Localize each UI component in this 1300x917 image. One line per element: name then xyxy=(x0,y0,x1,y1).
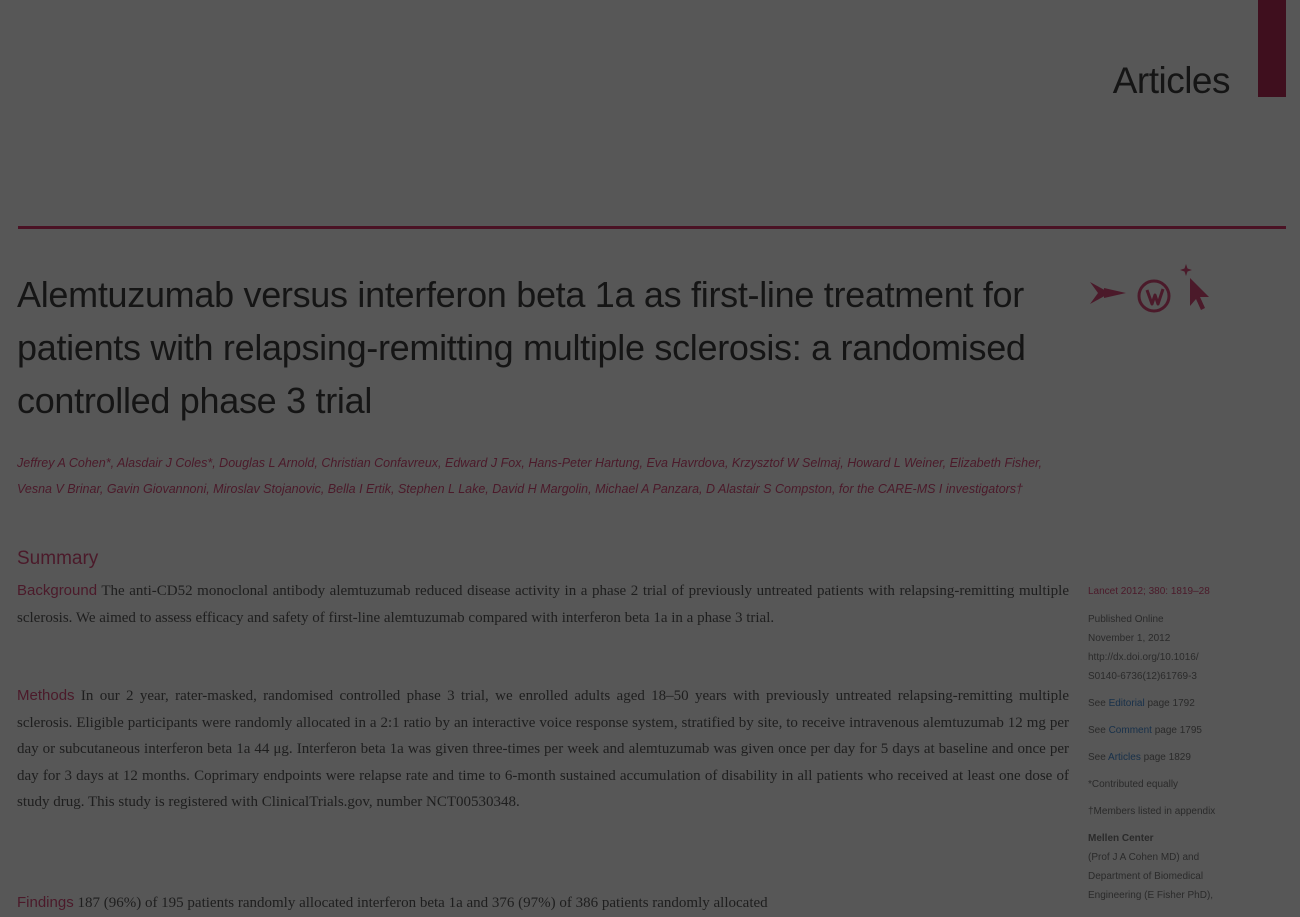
doi-link[interactable] xyxy=(1088,648,1278,667)
published-date: November 1, 2012 xyxy=(1088,633,1171,644)
affiliation-line-2: (Prof J A Cohen MD) and xyxy=(1088,852,1200,863)
abstract-findings xyxy=(17,890,1069,917)
see-articles xyxy=(1088,748,1278,767)
contributed-note: *Contributed equally xyxy=(1088,779,1179,790)
see-articles-suffix: page 1829 xyxy=(1140,752,1191,763)
affiliation-line-1: Mellen Center xyxy=(1088,833,1154,844)
doi-line-1: http://dx.doi.org/10.1016/ xyxy=(1088,652,1199,663)
findings-text: 187 (96%) of 195 patients randomly allocated interferon beta 1a and 376 (97%) of 386 patients randomly allocated xyxy=(77,895,768,911)
published-label: Published Online xyxy=(1088,614,1164,625)
section-corner-tab xyxy=(1258,0,1286,97)
affiliation-line-4: Engineering (E Fisher PhD), xyxy=(1088,890,1214,901)
see-comment xyxy=(1088,721,1278,740)
author-list: Jeffrey A Cohen*, Alasdair J Coles*, Douglas L Arnold, Christian Confavreux, Edward J Fox, Hans-Peter Hartung, Eva Havrdova, Krzysztof W Selmaj, Howard L Weiner, Elizabeth Fisher, Vesna V Brinar, Gavin Giovannoni, Miroslav Stojanovic, Bella I Ertik, Stephen L Lake, David H Margolin, Michael A Panzara, D Alastair S Compston, for the CARE-MS I investigators† xyxy=(17,456,1042,496)
findings-label: Findings xyxy=(17,894,74,911)
summary-heading: Summary xyxy=(17,548,99,569)
abstract-background xyxy=(17,578,1069,631)
doi-link-continued[interactable] xyxy=(1088,667,1278,686)
abstract-methods xyxy=(17,683,1069,816)
background-text: The anti-CD52 monoclonal antibody alemtuzumab reduced disease activity in a phase 2 trial of previously untreated patients with relapsing-remitting multiple sclerosis. We aimed to assess efficacy and safety of first-line alemtuzumab compared with interferon beta 1a in a phase 3 trial. xyxy=(17,583,1069,626)
section-label: Articles xyxy=(1112,60,1230,101)
journal-citation: Lancet 2012; 380: 1819–28 xyxy=(1088,586,1210,597)
see-editorial xyxy=(1088,694,1278,713)
background-label: Background xyxy=(17,582,98,599)
side-notes xyxy=(1088,582,1278,905)
see-editorial-prefix: See xyxy=(1088,698,1109,709)
doi-line-2: S0140-6736(12)61769-3 xyxy=(1088,671,1197,682)
recommended-badge-icon[interactable] xyxy=(1088,278,1132,308)
methods-text: In our 2 year, rater-masked, randomised controlled phase 3 trial, we enrolled adults aged 18–50 years with previously untreated relapsing-remitting multiple sclerosis. Eligible participants were randomly allocated in a 2:1 ratio by an interactive voice response system, stratified by site, to receive intravenous alemtuzumab 12 mg per day or subcutaneous interferon beta 1a 44 μg. Interferon beta 1a was given three-times per week and alemtuzumab was given once per day for 5 days at baseline and once per day for 3 days at 12 months. Coprimary endpoints were relapse rate and time to 6-month sustained accumulation of disability in all patients who received at least one dose of study drug. This study is registered with ClinicalTrials.gov, number NCT00530348. xyxy=(17,688,1070,810)
articles-link[interactable]: Articles xyxy=(1108,752,1141,763)
members-note: †Members listed in appendix xyxy=(1088,806,1216,817)
see-editorial-suffix: page 1792 xyxy=(1144,698,1195,709)
see-comment-prefix: See xyxy=(1088,725,1109,736)
methods-label: Methods xyxy=(17,687,75,704)
header-rule xyxy=(18,226,1286,229)
see-comment-suffix: page 1795 xyxy=(1151,725,1202,736)
article-badges xyxy=(1088,262,1218,322)
see-articles-prefix: See xyxy=(1088,752,1109,763)
editorial-link[interactable]: Editorial xyxy=(1108,698,1145,709)
article-title: Alemtuzumab versus interferon beta 1a as first-line treatment for patients with relapsing-remitting multiple sclerosis: a randomised controlled phase 3 trial xyxy=(17,274,1026,421)
interactive-badge-icon[interactable] xyxy=(1178,262,1216,314)
open-access-badge-icon[interactable] xyxy=(1134,276,1174,316)
affiliation-line-3: Department of Biomedical xyxy=(1088,871,1204,882)
comment-link[interactable]: Comment xyxy=(1108,725,1152,736)
